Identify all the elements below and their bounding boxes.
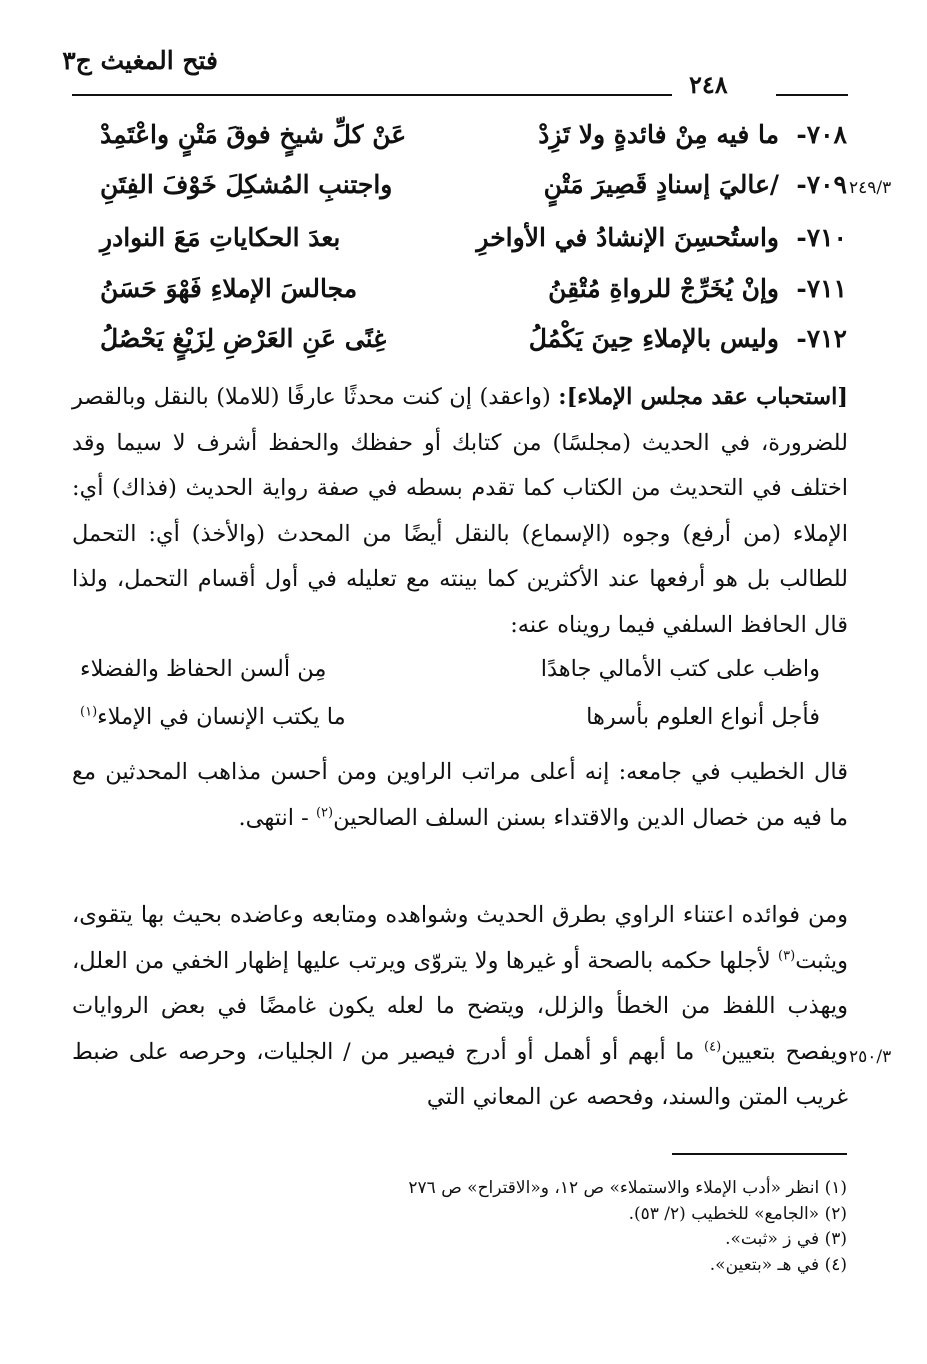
paragraph	[72, 893, 848, 1121]
verse-first-hemistich: واستُحسِنَ الإنشادُ في الأواخرِ	[476, 223, 779, 252]
paragraph-text	[72, 375, 848, 649]
poem-second-half-text: ما يكتب الإنسان في الإملاء	[97, 704, 346, 730]
footnote-marker: (١)	[80, 704, 98, 720]
footnote: (١) انظر «أدب الإملاء والاستملاء» ص ١٢، و«الاقتراح» ص ٢٧٦	[408, 1178, 847, 1198]
quoted-poem	[80, 656, 820, 750]
verse-number: ٧١١-	[796, 274, 847, 303]
verse-first-hemistich: وليس بالإملاءِ حِينَ يَكْمُلُ	[528, 324, 779, 353]
paragraph-tail: - انتهى.	[238, 804, 309, 831]
page-number: ٢٤٨	[689, 70, 728, 99]
margin-reference: ٢٤٩/٣	[849, 178, 892, 198]
poem-first-half: فأجل أنواع العلوم بأسرها	[586, 704, 820, 730]
paragraph-body: لأجلها حكمه بالصحة أو غيرها ولا يتروّى ويرتب عليها إظهار الخفي من العلل، ويهذب اللفظ من الخطأ والزلل، ويتضح ما لعله يكون غامضًا في بعض الروايات ويفصح بتعيين	[72, 947, 849, 1065]
verse-first-hemistich: وإنْ يُخَرِّجْ للرواةِ مُتْقِنُ	[548, 274, 779, 303]
paragraph-text	[72, 893, 848, 1121]
verse-second-hemistich: واجتنبِ المُشكِلَ خَوْفَ الفِتَنِ	[100, 170, 393, 199]
footnote: (٣) في ز «ثبت».	[725, 1229, 847, 1249]
paragraph-body: (واعقد) إن كنت محدثًا عارفًا (للاملا) بالنقل وبالقصر للضرورة، في الحديث (مجلسًا) من كتابك أو حفظك والحفظ أشرف لا سيما وقد اختلف في التحديث من الكتاب كما تقدم بسطه في صفة رواية الحديث (فذاك) أي: الإملاء (من أرفع) وجوه (الإسماع) بالنقل أيضًا من المحدث (والأخذ) أي: التحمل للطالب بل هو أرفعها عند الأكثرين كما بينته مع تعليله في أول أقسام التحمل، ولذا قال الحافظ السلفي فيما رويناه عنه:	[72, 384, 848, 638]
footnote: (٢) «الجامع» للخطيب (٢/ ٥٣).	[628, 1203, 847, 1224]
footnote-marker: (٢)	[315, 805, 334, 821]
footnotes	[300, 1176, 847, 1278]
verse-number: ٧١٢-	[796, 324, 847, 353]
verse-line	[90, 120, 847, 166]
footnote-marker: (٣)	[778, 948, 796, 964]
margin-reference: ٢٥٠/٣	[849, 1047, 892, 1067]
paragraph	[72, 750, 848, 841]
poem-line	[80, 656, 820, 702]
footnote: (٤) في هـ «بتعين».	[709, 1254, 847, 1275]
section-heading: [استحباب عقد مجلس الإملاء]:	[558, 384, 848, 410]
poem-line	[80, 704, 820, 750]
poem-second-half: مِن ألسن الحفاظ والفضلاء	[80, 656, 327, 682]
verse-first-hemistich: ما فيه مِنْ فائدةٍ ولا تَزِدْ	[538, 120, 779, 149]
verse-number: ٧٠٨-	[796, 120, 847, 149]
verse-second-hemistich: بعدَ الحكاياتِ مَعَ النوادرِ	[100, 223, 341, 252]
verse-line	[90, 274, 847, 320]
footnote-separator	[672, 1153, 847, 1155]
poem-second-half	[80, 704, 346, 730]
verse-second-hemistich: غِنًى عَنِ العَرْضِ لِزَيْغٍ يَحْصُلُ	[100, 324, 387, 353]
verse-line	[90, 324, 847, 370]
header-rule-short	[776, 94, 848, 96]
section-paragraph	[72, 375, 848, 649]
paragraph-body: ما أبهم أو أهمل أو أدرج فيصير من / الجليات، وحرصه على ضبط غريب المتن والسند، وفحصه عن المعاني التي	[72, 1038, 848, 1111]
verse-first-hemistich: /عاليَ إسنادٍ قَصِيرَ مَتْنٍ	[543, 170, 779, 199]
running-title: فتح المغيث ج٣	[62, 46, 218, 75]
verse-number: ٧١٠-	[796, 223, 847, 252]
verse-second-hemistich: عَنْ كلِّ شيخٍ فوقَ مَتْنٍ واعْتَمِدْ	[100, 120, 407, 149]
header-rule	[72, 94, 672, 96]
paragraph-body: قال الخطيب في جامعه: إنه أعلى مراتب الراوين ومن أحسن مذاهب المحدثين مع ما فيه من خصال الدين والاقتداء بسنن السلف الصالحين	[72, 759, 848, 831]
verse-line	[90, 170, 847, 216]
verse-number: ٧٠٩-	[796, 170, 847, 199]
verse-second-hemistich: مجالسَ الإملاءِ فَهْوَ حَسَنُ	[100, 274, 358, 303]
verse-line	[90, 223, 847, 269]
paragraph-body: ومن فوائده اعتناء الراوي بطرق الحديث وشواهده ومتابعه وعاضده بحيث بها يتقوى، ويثبت	[72, 902, 848, 974]
footnote-marker: (٤)	[704, 1039, 722, 1055]
poem-first-half: واظب على كتب الأمالي جاهدًا	[540, 656, 820, 682]
paragraph-text	[72, 750, 848, 841]
